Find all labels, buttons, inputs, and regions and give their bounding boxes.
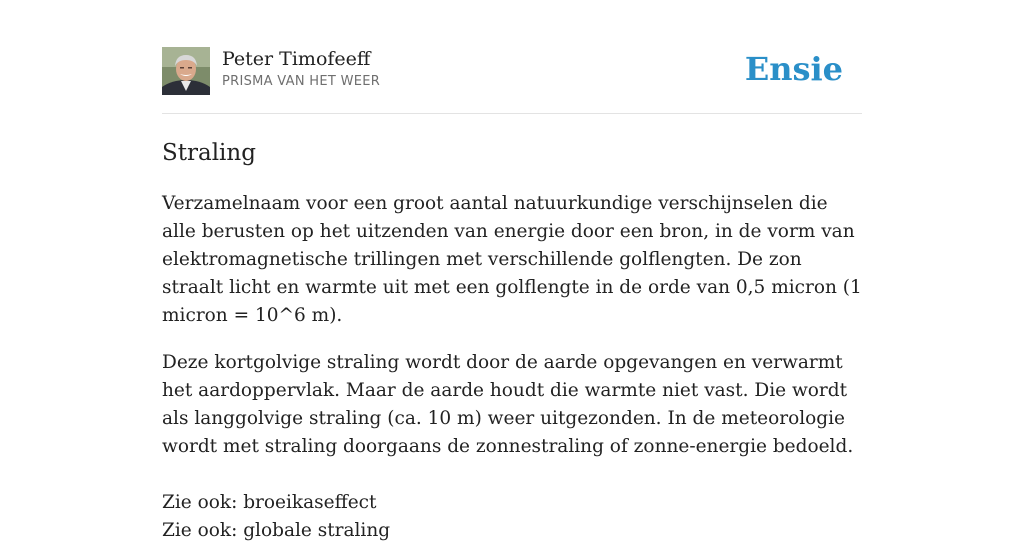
article-header [162,47,862,114]
author-name[interactable]: Peter Timofeeff [222,48,371,70]
article-page [162,0,862,545]
article-title: Straling [162,140,256,166]
ensie-logo[interactable]: Ensie [744,50,843,88]
article-paragraph: Verzamelnaam voor een groot aantal natuurkundige verschijnselen die alle berusten op het uitzenden van energie door een bron, in de vorm van elektromagnetische trillingen met verschillende golflengten. De zon straalt licht en warmte uit met een golflengte in de orde van 0,5 micron (1 micron = 10^6 m). [162,193,862,326]
article-paragraph: Deze kortgolvige straling wordt door de aarde opgevangen en verwarmt het aardoppervlak. Maar de aarde houdt die warmte niet vast. Die wordt als langgolvige straling (ca. 10 m) weer uitgezonden. In de meteorologie wordt met straling doorgaans de zonnestraling of zonne-energie bedoeld. [162,352,854,457]
author-avatar[interactable] [162,47,210,95]
article-body [162,190,862,545]
author-role: PRISMA VAN HET WEER [222,74,381,89]
see-also-globale-straling-link[interactable]: Zie ook: globale straling [162,520,391,541]
paragraph-spacer [162,461,862,489]
see-also-broeikaseffect-link[interactable]: Zie ook: broeikaseffect [162,492,377,513]
author-photo [162,47,210,95]
